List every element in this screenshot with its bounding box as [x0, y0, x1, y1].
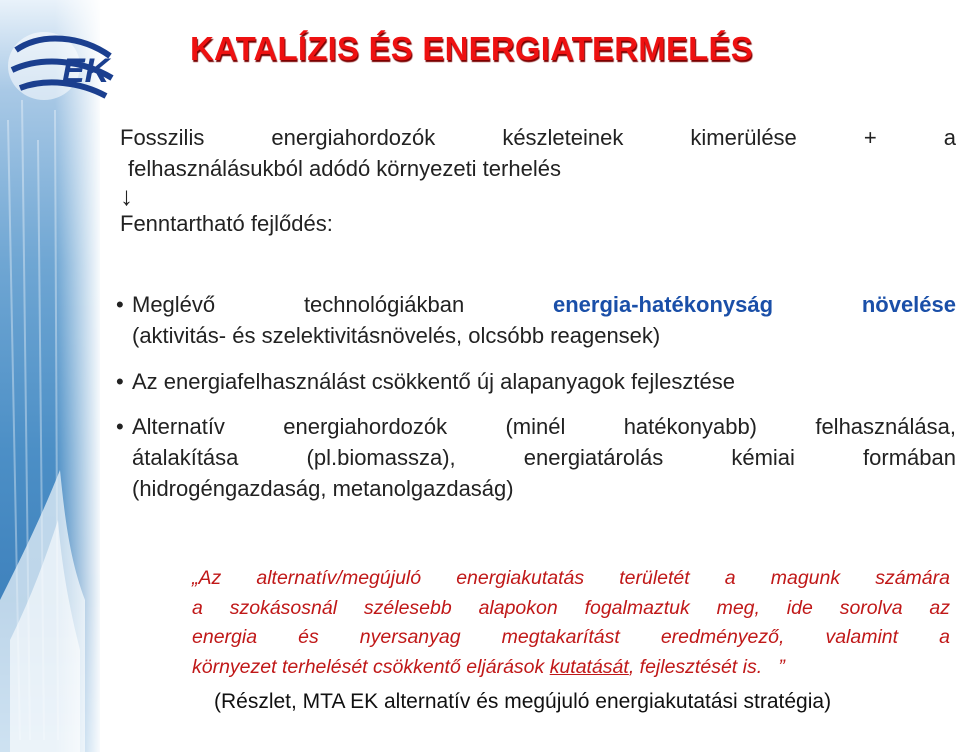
- bullet-3: [132, 411, 956, 504]
- down-arrow-icon: ↓: [120, 181, 133, 211]
- intro-line-3: Fenntartható fejlődés:: [120, 211, 333, 236]
- quote-word: számára: [875, 567, 950, 589]
- quote-word: megtakarítást: [501, 626, 620, 648]
- quote-word: és: [298, 626, 319, 648]
- intro-block: [120, 122, 956, 239]
- bullet-3-word: (pl.biomassza),: [306, 445, 456, 470]
- quote-word: fogalmaztuk: [584, 596, 690, 619]
- intro-word: kimerülése: [690, 125, 797, 150]
- quote-word: az: [929, 596, 951, 619]
- intro-word: a: [943, 125, 956, 150]
- highlight-energy-efficiency: energia-hatékonyság: [552, 292, 774, 317]
- logo-text: EK: [62, 52, 110, 90]
- bullet-3-word: átalakítása: [132, 445, 239, 470]
- bullet-1: [132, 289, 956, 351]
- quote-line-2: [192, 594, 950, 624]
- quote-line-1: [192, 564, 950, 594]
- bullet-3-word: energiahordozók: [283, 414, 448, 439]
- quote-word: szokásosnál: [229, 596, 338, 619]
- bullet-3-word: kémiai: [731, 445, 795, 470]
- quote-word: területét: [619, 567, 690, 589]
- quote-word: szélesebb: [363, 596, 452, 619]
- quote-word: alternatív/megújuló: [256, 567, 422, 589]
- intro-line-2: felhasználásukból adódó környezeti terhelés: [128, 156, 561, 181]
- bullet-3-word: hatékonyabb): [623, 414, 758, 439]
- quote-word: valamint: [825, 626, 899, 648]
- bullet-3-word: Alternatív: [132, 414, 225, 439]
- quote-word: meg,: [716, 596, 760, 619]
- bullet-3-line-1: [132, 411, 956, 442]
- bullet-3-line-3: (hidrogéngazdaság, metanolgazdaság): [132, 476, 514, 501]
- quote-word: a: [724, 567, 736, 589]
- quote-word: a: [192, 596, 203, 619]
- intro-word: készleteinek: [502, 125, 624, 150]
- bullet-3-marker: •: [116, 414, 124, 439]
- intro-word: Fosszilis: [120, 125, 205, 150]
- bullet-2-marker: •: [116, 369, 124, 394]
- quote-word: energia: [192, 626, 258, 648]
- quote-word: nyersanyag: [359, 626, 461, 648]
- quote-word: energiakutatás: [456, 567, 585, 589]
- bullet-1-line-2: (aktivitás- és szelektivitásnövelés, olcsóbb reagensek): [132, 323, 661, 348]
- bullet-3-line-2: [132, 442, 956, 473]
- quote-word: sorolva: [839, 596, 903, 619]
- bullet-3-word: energiatárolás: [523, 445, 664, 470]
- bullet-2-line: Az energiafelhasználást csökkentő új alapanyagok fejlesztése: [132, 369, 735, 394]
- quote-line-4-end: , fejlesztését is.: [628, 655, 763, 678]
- highlight-increase: növelése: [861, 292, 956, 317]
- ek-logo: [2, 20, 120, 108]
- quote-word: „Az: [192, 567, 222, 589]
- side-decoration-strip: [0, 0, 100, 752]
- quote-word: eredményező,: [660, 626, 785, 648]
- page-title: KATALÍZIS ÉS ENERGIATERMELÉS: [190, 30, 753, 67]
- bullet-1-line-1: [132, 289, 956, 320]
- globe-logo-icon: [2, 20, 120, 108]
- quote-underlined-word: kutatását: [549, 655, 629, 678]
- side-strip-graphic: [0, 0, 100, 752]
- quote-closing-mark: ”: [778, 655, 785, 678]
- quote-word: magunk: [770, 567, 841, 589]
- quote-line-3: [192, 623, 950, 653]
- intro-word: +: [863, 125, 877, 150]
- bullet-3-word: felhasználása,: [815, 414, 956, 439]
- quote-word: ide: [786, 596, 813, 619]
- quote-word: alapokon: [478, 596, 558, 619]
- quote-block: [192, 564, 950, 682]
- source-citation: (Részlet, MTA EK alternatív és megújuló energiakutatási stratégia): [214, 690, 832, 713]
- bullet-3-word: formában: [863, 445, 956, 470]
- bullet-3-word: (minél: [505, 414, 566, 439]
- intro-line-1: [120, 122, 956, 153]
- quote-word: a: [939, 626, 950, 648]
- quote-line-4-start: környezet terhelését csökkentő eljárások: [192, 655, 550, 678]
- intro-word: energiahordozók: [271, 125, 436, 150]
- bullet-1-word: technológiákban: [303, 292, 465, 317]
- quote-line-4: [192, 653, 950, 683]
- bullet-1-marker: •: [116, 292, 124, 317]
- bullet-1-word: Meglévő: [132, 292, 216, 317]
- bullet-2: [132, 366, 956, 397]
